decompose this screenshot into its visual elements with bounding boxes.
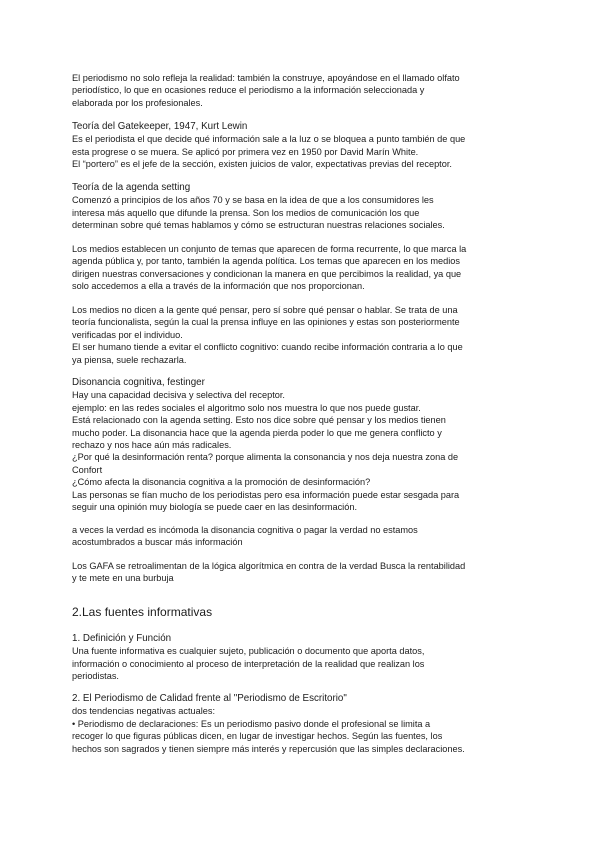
- disonancia-paragraph-3: Los GAFA se retroalimentan de la lógica algorítmica en contra de la verdad Busca la rentabilidad y te mete en una burbuja: [72, 561, 466, 584]
- disonancia-section: [72, 377, 532, 513]
- fuentes-section-title-block: [72, 605, 532, 620]
- agenda-setting-heading: Teoría de la agenda setting: [72, 182, 191, 193]
- agenda-setting-paragraph-2-block: [72, 243, 532, 293]
- gatekeeper-heading: Teoría del Gatekeeper, 1947, Kurt Lewin: [72, 121, 248, 132]
- disonancia-paragraph-2-block: [72, 524, 532, 549]
- agenda-setting-section: [72, 182, 532, 232]
- fuentes-definicion-text: Una fuente informativa es cualquier sujeto, publicación o documento que aporta datos, información o conocimiento al proceso de interpretación de la realidad que realizan los periodistas.: [72, 646, 425, 682]
- agenda-setting-paragraph-1: Comenzó a principios de los años 70 y se basa en la idea de que a los consumidores les interesa más aquello que difunde la prensa. Son los medios de comunicación los que determinan sobre qué temas hablamos y cómo se estructuran nuestras relaciones sociales.: [72, 195, 445, 231]
- gatekeeper-section: [72, 121, 532, 171]
- gatekeeper-text: Es el periodista el que decide qué información sale a la luz o se bloquea a punto también de que esta progrese o se muera. Se aplicó por primera vez en 1950 por David Marín White. El “portero” es el jefe de la sección, existen juicios de valor, expectativas previas del receptor.: [72, 134, 466, 170]
- fuentes-definicion-heading: 1. Definición y Función: [72, 633, 172, 644]
- fuentes-definicion-section: [72, 633, 532, 683]
- agenda-setting-paragraph-3-block: [72, 304, 532, 366]
- agenda-setting-paragraph-2: Los medios establecen un conjunto de temas que aparecen de forma recurrente, lo que marca la agenda pública y, por tanto, también la agenda política. Los temas que aparecen en los medios dirigen nuestras conversaciones y condicionan la manera en que percibimos la realidad, ya que solo accedemos a ella a través de la información que nos proporcionan.: [72, 244, 467, 292]
- fuentes-calidad-section: [72, 693, 532, 755]
- disonancia-text: Hay una capacidad decisiva y selectiva del receptor. ejemplo: en las redes sociales el algoritmo solo nos muestra lo que nos puede gustar. Está relacionado con la agenda setting. Esto nos dice sobre qué pensar y los medios tienen mucho poder. La disonancia hace que la agenda pierda poder lo que me genera conflicto y rechazo y nos hace aún más radicales. ¿Por qué la desinformación renta? porque alimenta la consonancia y nos deja nuestra zona de Confort ¿Cómo afecta la disonancia cognitiva a la promoción de desinformación? Las personas se fían mucho de los periodistas pero esa información puede estar sesgada para seguir una opinión muy biología se puede caer en las desinformación.: [72, 390, 460, 513]
- disonancia-heading: Disonancia cognitiva, festinger: [72, 377, 205, 388]
- intro-text: El periodismo no solo refleja la realidad: también la construye, apoyándose en el llamado olfato periodístico, lo que en ocasiones reduce el periodismo a la información seleccionada y elaborada por los profesionales.: [72, 73, 460, 108]
- disonancia-paragraph-2: a veces la verdad es incómoda la disonancia cognitiva o pagar la verdad no estamos acostumbrados a buscar más información: [72, 525, 418, 548]
- fuentes-calidad-text: dos tendencias negativas actuales: • Periodismo de declaraciones: Es un periodismo pasivo donde el profesional se limita a recoger lo que figuras públicas dicen, en lugar de investigar hechos. Según las fuentes, los hechos son sagrados y tienen siempre más interés y repercusión que las simples declaraciones.: [72, 706, 465, 754]
- intro-paragraph: [72, 72, 532, 109]
- agenda-setting-paragraph-3: Los medios no dicen a la gente qué pensar, pero sí sobre qué pensar o hablar. Se trata de una teoría funcionalista, según la cual la prensa influye en las opiniones y estas son posteriormente verificadas por el individuo. El ser humano tiende a evitar el conflicto cognitivo: cuando recibe información contraria a lo que ya piensa, suele rechazarla.: [72, 305, 463, 365]
- fuentes-section-title: 2.Las fuentes informativas: [72, 605, 213, 619]
- fuentes-calidad-heading: 2. El Periodismo de Calidad frente al "Periodismo de Escritorio": [72, 693, 347, 704]
- disonancia-paragraph-3-block: [72, 560, 532, 585]
